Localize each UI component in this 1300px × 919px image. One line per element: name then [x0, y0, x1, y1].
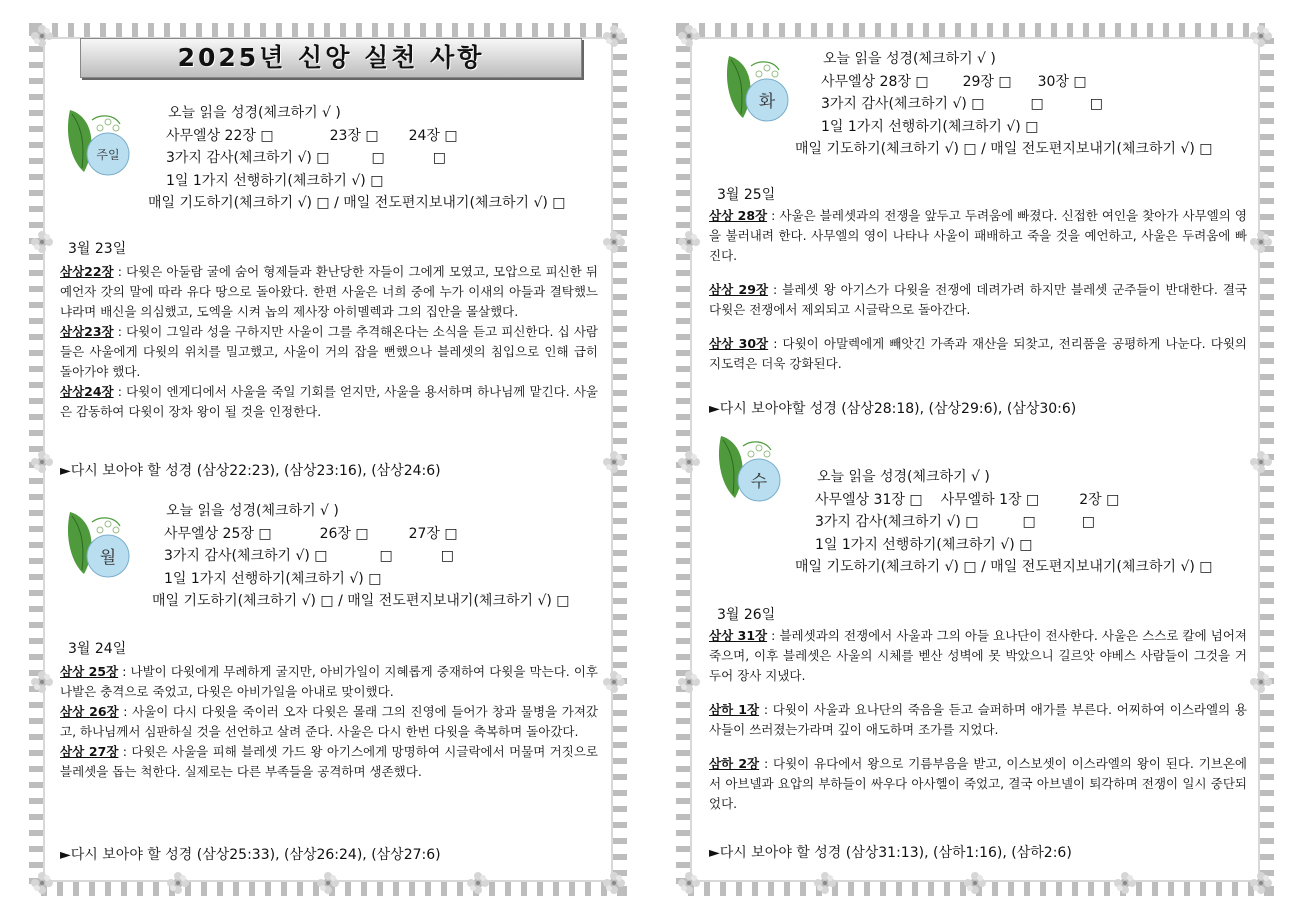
daily-row[interactable]: 매일 기도하기(체크하기 √) □ / 매일 전도편지보내기(체크하기 √) □	[148, 195, 566, 211]
entry: 삼상 28장 : 사울은 블레셋과의 전쟁을 앞두고 두려움에 빠졌다. 신접한 여인을 찾아가 사무엘의 영을 불러내려 한다. 사무엘의 영이 나타나 사울이 패배하고 죽을 것을 예언하고, 사울은 두려움에 빠진다.	[709, 208, 1247, 263]
monday-checklist	[152, 500, 582, 613]
chapter-row[interactable]: 사무엘상 28장 □ 29장 □ 30장 □	[821, 73, 1087, 90]
wednesday-checklist	[795, 466, 1233, 579]
good-deed-row[interactable]: 1일 1가지 선행하기(체크하기 √) □	[821, 118, 1039, 135]
sunday-entries	[60, 262, 598, 422]
tuesday-checklist	[795, 48, 1239, 161]
wednesday-date: 3월 26일	[717, 607, 776, 623]
good-deed-row[interactable]: 1일 1가지 선행하기(체크하기 √) □	[166, 172, 384, 189]
sunday-checklist	[148, 102, 584, 215]
left-page	[28, 22, 628, 897]
entry: 삼상 25장 : 나발이 다윗에게 무례하게 굴지만, 아비가일이 지혜롭게 중재하여 다윗을 막는다. 이후 나발은 충격으로 죽었고, 다윗은 아비가일을 아내로 맞이했다.	[60, 664, 598, 699]
entry: 삼상 29장 : 블레셋 왕 아기스가 다윗을 전쟁에 데려가려 하지만 블레셋 군주들이 반대한다. 결국 다윗은 전쟁에서 제외되고 시글락으로 돌아간다.	[709, 282, 1247, 317]
good-deed-row[interactable]: 1일 1가지 선행하기(체크하기 √) □	[815, 536, 1033, 553]
wednesday-badge-icon	[713, 432, 783, 510]
monday-badge-label: 월	[99, 548, 117, 568]
tuesday-badge-icon	[721, 52, 791, 130]
sunday-date: 3월 23일	[68, 241, 127, 257]
read-label: 오늘 읽을 성경(체크하기 √ )	[166, 503, 339, 519]
wednesday-review: ►다시 보아야 할 성경 (삼상31:13), (삼하1:16), (삼하2:6)	[709, 845, 1072, 861]
tuesday-entries	[709, 206, 1247, 374]
entry: 삼상 31장 : 블레셋과의 전쟁에서 사울과 그의 아들 요나단이 전사한다. 사울은 스스로 칼에 넘어져 죽으며, 이후 블레셋은 사울의 시체를 벧산 성벽에 못 박았으니 길르앗 야베스 사람들이 그것을 거두어 장사 지냈다.	[709, 628, 1247, 683]
entry: 삼상23장 : 다윗이 그일라 성을 구하지만 사울이 그를 추격해온다는 소식을 듣고 피신한다. 십 사람들은 사울에게 다윗의 위치를 밀고했고, 사울이 거의 잡을 뻔했으나 블레셋의 침입으로 인해 급히 돌아가야 했다.	[60, 324, 598, 379]
tuesday-review: ►다시 보아야할 성경 (삼상28:18), (삼상29:6), (삼상30:6)	[709, 401, 1077, 417]
good-deed-row[interactable]: 1일 1가지 선행하기(체크하기 √) □	[164, 570, 382, 587]
daily-row[interactable]: 매일 기도하기(체크하기 √) □ / 매일 전도편지보내기(체크하기 √) □	[152, 593, 570, 609]
tuesday-date: 3월 25일	[717, 187, 776, 203]
monday-badge-icon	[62, 508, 132, 586]
entry: 삼상 26장 : 사울이 다시 다윗을 죽이러 오자 다윗은 몰래 그의 진영에 들어가 창과 물병을 가져갔고, 하나님께서 심판하실 것을 선언하고 살려 준다. 사울은 다시 한번 다윗을 축복하며 돌아갔다.	[60, 704, 598, 739]
page-title-text: 2025년 신앙 실천 사항	[177, 43, 485, 72]
entry: 삼상 27장 : 다윗은 사울을 피해 블레셋 가드 왕 아기스에게 망명하여 시글락에서 머물며 거짓으로 블레셋을 돕는 척한다. 실제로는 다른 부족들을 공격하며 생존했다.	[60, 744, 598, 779]
entry: 삼상22장 : 다윗은 아둘람 굴에 숨어 형제들과 환난당한 자들이 그에게 모였고, 모압으로 피신한 뒤 예언자 갓의 말에 따라 유다 땅으로 돌아왔다. 한편 사울은 너희 중에 누가 이새의 아들과 결탁했느냐라며 배신을 의심했고, 도엑을 시켜 놉의 제사장 아히멜렉과 그의 집안을 몰살했다.	[60, 264, 598, 319]
monday-entries	[60, 662, 598, 782]
wednesday-entries	[709, 626, 1247, 814]
sunday-review: ►다시 보아야 할 성경 (삼상22:23), (삼상23:16), (삼상24:6)	[60, 463, 441, 479]
sunday-badge-icon	[62, 106, 132, 184]
daily-row[interactable]: 매일 기도하기(체크하기 √) □ / 매일 전도편지보내기(체크하기 √) □	[795, 141, 1213, 157]
entry: 삼하 2장 : 다윗이 유다에서 왕으로 기름부음을 받고, 이스보셋이 이스라엘의 왕이 된다. 기브온에서 아브넬과 요압의 부하들이 싸우다 아사헬이 죽었고, 결국 아브넬이 퇴각하며 전쟁이 일시 중단되었다.	[709, 756, 1247, 811]
read-label: 오늘 읽을 성경(체크하기 √ )	[823, 51, 996, 67]
chapter-row[interactable]: 사무엘상 25장 □ 26장 □ 27장 □	[164, 525, 458, 542]
monday-review: ►다시 보아야 할 성경 (삼상25:33), (삼상26:24), (삼상27:6)	[60, 847, 441, 863]
thanks-row[interactable]: 3가지 감사(체크하기 √) □ □ □	[164, 548, 454, 564]
chapter-row[interactable]: 사무엘상 22장 □ 23장 □ 24장 □	[166, 127, 458, 144]
sunday-badge-label: 주일	[96, 148, 120, 162]
entry: 삼하 1장 : 다윗이 사울과 요나단의 죽음을 듣고 슬퍼하며 애가를 부른다. 어찌하여 이스라엘의 용사들이 쓰러졌는가라며 깊이 애도하며 조가를 지었다.	[709, 702, 1247, 737]
read-label: 오늘 읽을 성경(체크하기 √ )	[817, 469, 990, 485]
entry: 삼상 30장 : 다윗이 아말렉에게 빼앗긴 가족과 재산을 되찾고, 전리품을 공평하게 나눈다. 다윗의 지도력은 더욱 강화된다.	[709, 336, 1247, 371]
daily-row[interactable]: 매일 기도하기(체크하기 √) □ / 매일 전도편지보내기(체크하기 √) □	[795, 559, 1213, 575]
chapter-row[interactable]: 사무엘상 31장 □ 사무엘하 1장 □ 2장 □	[815, 491, 1120, 508]
tuesday-badge-label: 화	[758, 92, 776, 112]
right-page	[675, 22, 1275, 897]
monday-date: 3월 24일	[68, 641, 127, 657]
thanks-row[interactable]: 3가지 감사(체크하기 √) □ □ □	[166, 150, 446, 166]
read-label: 오늘 읽을 성경(체크하기 √ )	[168, 105, 341, 121]
thanks-row[interactable]: 3가지 감사(체크하기 √) □ □ □	[821, 96, 1103, 112]
wednesday-badge-label: 수	[750, 472, 768, 492]
page-title	[80, 38, 582, 78]
thanks-row[interactable]: 3가지 감사(체크하기 √) □ □ □	[815, 514, 1095, 530]
entry: 삼상24장 : 다윗이 엔게디에서 사울을 죽일 기회를 얻지만, 사울을 용서하며 하나님께 맡긴다. 사울은 감동하여 다윗이 장차 왕이 될 것을 인정한다.	[60, 384, 598, 419]
